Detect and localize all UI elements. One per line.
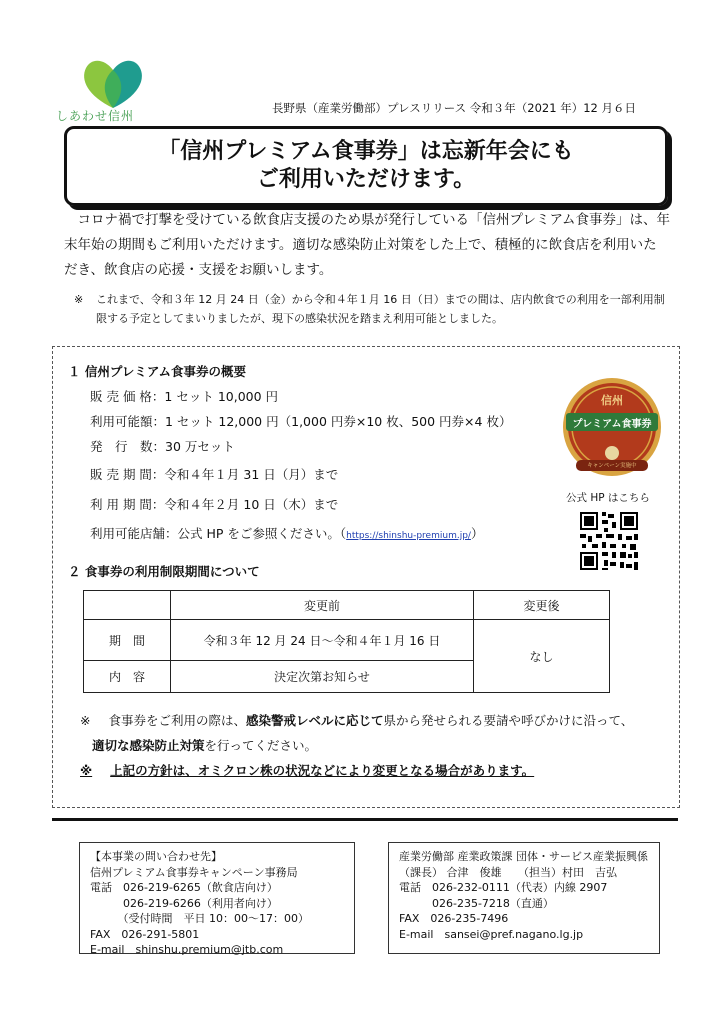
title-line-2: ご利用いただけます。 (256, 167, 476, 192)
usage-note-line2 (92, 736, 317, 754)
official-site-link[interactable]: https://shinshu-premium.jp/ (346, 531, 471, 541)
col-header-after: 変更後 (474, 591, 610, 620)
intro-paragraph: コロナ禍で打撃を受けている飲食店支援のため県が発行している「信州プレミアム食事券」は、年末年始の期間もご利用いただけます。適切な感染防止対策をした上で、積極的に飲食店を利用いただき、飲食店の応援・支援をお願いします。 (64, 212, 671, 278)
badge-ribbon-text: キャンペーン実施中 (587, 463, 637, 469)
press-release-header: 長野県（産業労働部）プレスリリース 令和３年（2021 年）12 月６日 (272, 101, 636, 115)
table-corner-cell (84, 591, 171, 620)
contact-left-line: （受付時間 平日 10：00～17：00） (90, 912, 309, 925)
contact-right-line: 電話 026-232-0111（代表）内線 2907 (399, 881, 608, 894)
contact-left-line: 信州プレミアム食事券キャンペーン事務局 (90, 865, 298, 879)
contact-left-line: 電話 026-219-6265（飲食店向け） (90, 881, 278, 894)
contact-left-email: E-mail shinshu.premium@jtb.com (90, 943, 284, 956)
row-label-period: 期 間 (84, 620, 171, 661)
contact-left-line: 026-219-6266（利用者向け） (90, 896, 278, 910)
value-row: 利用可能額：1 セット 12,000 円（1,000 円券×10 枚、500 円券×4 枚） (90, 414, 512, 429)
usage-note-bold2: 適切な感染防止対策 (92, 738, 205, 753)
usage-note-bold1: 感染警戒レベルに応じて (246, 713, 384, 728)
usage-note-mark: ※ (80, 713, 91, 728)
contact-right-email: E-mail sansei@pref.nagano.lg.jp (399, 927, 584, 941)
sales-period-row: 販 売 期 間：令和４年１月 31 日（月）まで (90, 467, 339, 482)
title-line-1: 「信州プレミアム食事券」は忘新年会にも (158, 139, 574, 164)
usage-period-row: 利 用 期 間：令和４年２月 10 日（木）まで (90, 497, 339, 512)
qr-code-icon[interactable] (578, 510, 640, 572)
restriction-table (83, 590, 610, 693)
usage-note (80, 711, 633, 729)
usage-note-pre: 食事券をご利用の際は、 (108, 713, 246, 728)
badge-main-text: プレミアム食事券 (572, 419, 652, 430)
after-value: なし (474, 620, 610, 693)
campaign-badge (562, 377, 662, 477)
contact-box-right (388, 842, 660, 954)
note-text: これまで、令和３年 12 月 24 日（金）から令和４年１月 16 日（日）までの間は、店内飲食での利用を一部利用制限する予定としてまいりましたが、現下の感染状況を踏まえ利用可能としました。 (96, 293, 665, 325)
stores-row (90, 524, 483, 542)
stores-close: ） (470, 526, 484, 541)
contact-right-line: FAX 026-235-7496 (399, 912, 509, 925)
quantity-row: 発 行 数：30 万セット (90, 439, 235, 454)
price-row: 販 売 価 格：1 セット 10,000 円 (90, 389, 279, 404)
usage-note-mid: 県から発せられる要請や呼びかけに沿って、 (383, 713, 634, 728)
col-header-before: 変更前 (171, 591, 474, 620)
period-before-value: 令和３年 12 月 24 日～令和４年１月 16 日 (171, 620, 474, 661)
contact-right-line: 026-235-7218（直通） (399, 896, 554, 910)
stores-label: 利用可能店舗：公式 HP をご参照ください。（ (90, 526, 347, 541)
contact-left-line: FAX 026-291-5801 (90, 927, 200, 941)
policy-change-note (80, 761, 534, 779)
row-label-content: 内 容 (84, 661, 171, 693)
badge-top-text: 信州 (601, 394, 623, 407)
usage-note-post: を行ってください。 (204, 738, 318, 753)
title-box (64, 126, 668, 206)
contact-left-line: 【本事業の問い合わせ先】 (90, 850, 222, 863)
note-mark: ※ (74, 293, 84, 306)
section2-heading: ２ 食事券の利用制限期間について (68, 564, 260, 579)
qr-label: 公式 HP はこちら (566, 492, 650, 504)
section1-heading: １ 信州プレミアム食事券の概要 (68, 364, 246, 379)
intro-note (74, 290, 674, 328)
policy-note-text: 上記の方針は、オミクロン株の状況などにより変更となる場合があります。 (110, 763, 535, 778)
content-before-value: 決定次第お知らせ (171, 661, 474, 693)
policy-note-mark: ※ (80, 763, 93, 778)
contact-right-line: （課長） 合津 俊雄 （担当）村田 吉弘 (399, 865, 617, 879)
contact-right-line: 産業労働部 産業政策課 団体・サービス産業振興係 (399, 850, 648, 863)
logo-text: しあわせ信州 (56, 109, 135, 123)
contact-box-left (79, 842, 355, 954)
section-divider (52, 818, 678, 821)
